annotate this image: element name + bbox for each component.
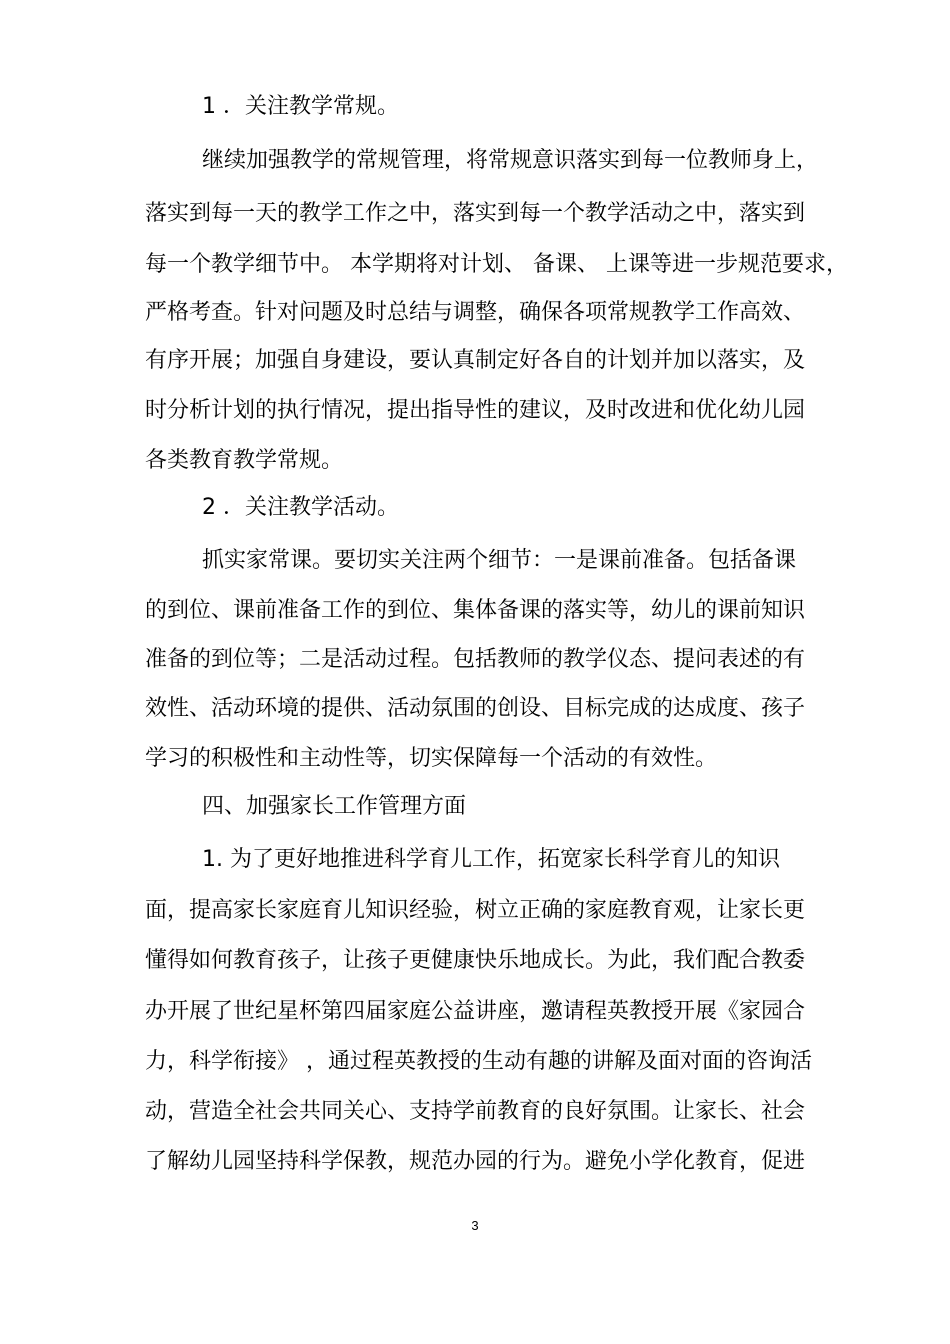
paragraph-line: 准备的到位等；二是活动过程。包括教师的教学仪态、提问表述的有 [145,647,806,672]
paragraph-line: 了解幼儿园坚持科学保教，规范办园的行为。避免小学化教育，促进 [145,1149,806,1174]
paragraph-line: 力，科学衔接》 ，通过程英教授的生动有趣的讲解及面对面的咨询活 [145,1049,812,1074]
paragraph-line: 抓实家常课。要切实关注两个细节：一是课前准备。包括备课 [202,548,797,573]
paragraph-line: 继续加强教学的常规管理，将常规意识落实到每一位教师身上， [202,148,819,173]
paragraph-line: 动，营造全社会共同关心、支持学前教育的良好氛围。让家长、社会 [145,1099,806,1124]
paragraph-line: 学习的积极性和主动性等，切实保障每一个活动的有效性。 [145,746,718,771]
paragraph-line: 有序开展；加强自身建设，要认真制定好各自的计划并加以落实，及 [145,348,806,373]
paragraph-line: 时分析计划的执行情况，提出指导性的建议，及时改进和优化幼儿园 [145,398,806,423]
page-number: 3 [471,1218,479,1233]
paragraph-line: 面，提高家长家庭育儿知识经验，树立正确的家庭教育观，让家长更 [145,898,806,923]
paragraph-line: 严格考查。针对问题及时总结与调整，确保各项常规教学工作高效、 [145,300,806,325]
paragraph-line: 1. 为了更好地推进科学育儿工作，拓宽家长科学育儿的知识 [202,847,780,872]
paragraph-line: 效性、活动环境的提供、活动氛围的创设、目标完成的达成度、孩子 [145,696,806,721]
paragraph-line: 每一个教学细节中。 本学期将对计划、 备课、 上课等进一步规范要求， [145,252,848,277]
paragraph-line: 各类教育教学常规。 [145,448,344,473]
paragraph-line: 懂得如何教育孩子，让孩子更健康快乐地成长。为此，我们配合教委 [145,948,806,973]
section-heading-parent-work: 四、加强家长工作管理方面 [202,794,467,819]
paragraph-line: 落实到每一天的教学工作之中，落实到每一个教学活动之中，落实到 [145,201,806,226]
paragraph-line: 办开展了世纪星杯第四届家庭公益讲座，邀请程英教授开展《家园合 [145,999,806,1024]
heading-2-focus-on-teaching-activities: 2 ．关注教学活动。 [202,495,399,520]
paragraph-line: 的到位、课前准备工作的到位、集体备课的落实等，幼儿的课前知识 [145,598,806,623]
heading-1-focus-on-teaching-routines: 1 ．关注教学常规。 [202,94,399,119]
